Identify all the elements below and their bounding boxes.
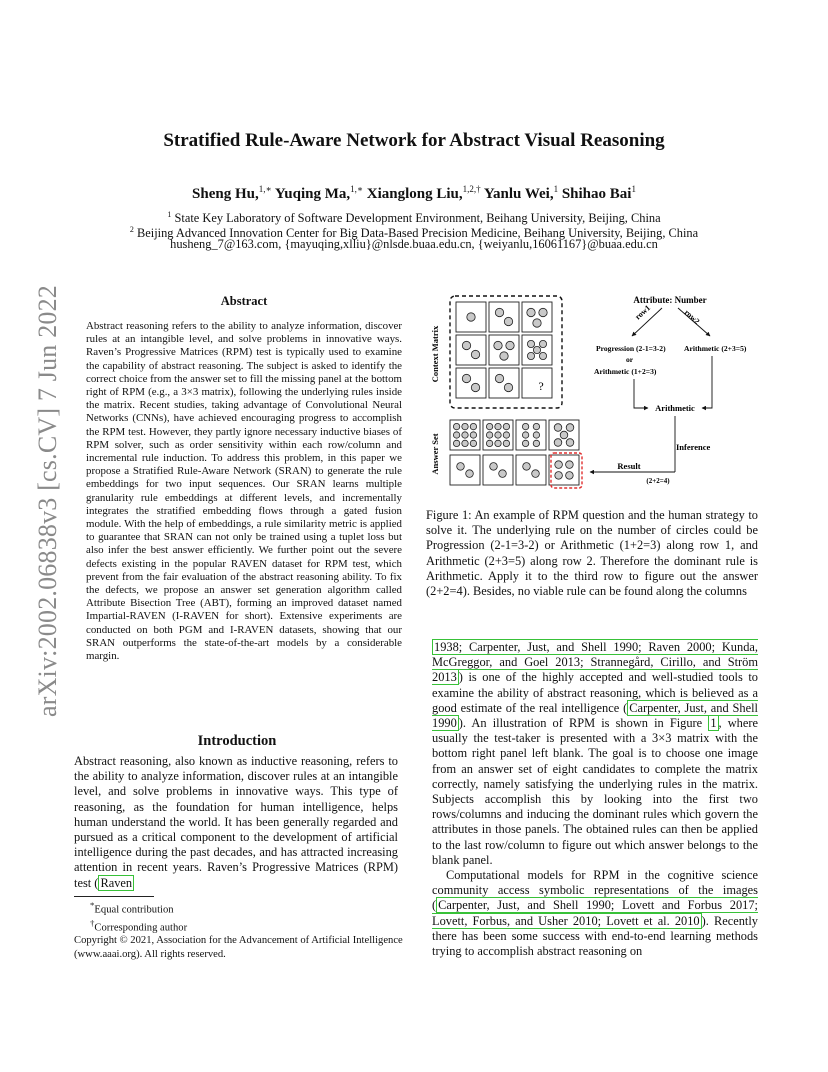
matrix-panel bbox=[522, 368, 552, 398]
body-text: ) is one of the highly accepted and well-studied tools to examine the ability of abstract reasoning, which is believed as a good estimate of the real intelligence ( bbox=[432, 670, 758, 715]
circle-shape bbox=[506, 341, 514, 349]
matrix-panel bbox=[489, 302, 519, 332]
circle-shape bbox=[470, 423, 476, 429]
arithmetic-row1-rule: Arithmetic (1+2=3) bbox=[594, 367, 657, 376]
circle-shape bbox=[471, 383, 479, 391]
author-affiliation-mark: 1 bbox=[631, 184, 636, 194]
arithmetic-row2-rule: Arithmetic (2+3=5) bbox=[684, 344, 747, 353]
citation-link[interactable]: 1 bbox=[710, 716, 717, 731]
circle-shape bbox=[555, 461, 563, 469]
author-list bbox=[0, 184, 828, 203]
answer-panel bbox=[516, 455, 546, 485]
circle-shape bbox=[533, 319, 541, 327]
progression-rule: Progression (2-1=3-2) bbox=[596, 344, 666, 353]
matrix-panel bbox=[489, 368, 519, 398]
context-matrix-label: Context Matrix bbox=[430, 325, 440, 383]
circle-shape bbox=[532, 470, 540, 478]
circle-shape bbox=[504, 383, 512, 391]
circle-shape bbox=[527, 340, 534, 347]
or-label: or bbox=[626, 355, 634, 364]
result-value: (2+2=4) bbox=[646, 477, 670, 485]
circle-shape bbox=[522, 432, 528, 438]
circle-shape bbox=[486, 440, 492, 446]
author-name: Shihao Bai bbox=[561, 186, 632, 202]
abstract-text: Abstract reasoning refers to the ability to analyze information, discover rules at an intangible level, and solve problems in innovative ways. Raven’s Progressive Matrices (RPM) test is typically used to examine the capability of abstract reasoning. The subject is asked to identify the correct choice from the answer set to fill the missing panel at the bottom right of RPM (e.g., a 3×3 matrix), following the underlying rules inside the matrix. Recent studies, taking advantage of Convolutional Neural Networks (CNNs), have achieved encouraging progress to accomplish the RPM test. However, they partly ignore necessary inductive biases of RPM solver, such as order sensitivity within each row/column and incremental rule induction. To address this problem, in this paper we propose a Stratified Rule-Aware Network (SRAN) to generate the rule embeddings for two input sequences. Our SRAN learns multiple granularity rule embeddings at different levels, and incrementally integrates the stratified embedding flows through a gated fusion module. With the help of embeddings, a rule similarity metric is applied to guarantee that SRAN can not only be trained using a tuplet loss but also infer the best answer efficiently. We further point out the severe defects existing in the popular RAVEN dataset for RPM test, which prevent from the fair evaluation of the abstract reasoning ability. To fix the defects, we propose an answer set generation algorithm called Attribute Bisection Tree (ABT), forming an improved dataset named Impartial-RAVEN (I-RAVEN for short). Extensive experiments are conducted on both PGM and I-RAVEN datasets, showing that our SRAN outperforms the state-of-the-art models by a considerable margin. bbox=[86, 320, 402, 663]
row2-label: row2 bbox=[682, 307, 702, 326]
answer-set-label: Answer Set bbox=[430, 433, 440, 475]
author-affiliation-mark: 1 bbox=[553, 184, 559, 194]
circle-shape bbox=[533, 346, 540, 353]
arxiv-id-text: arXiv:2002.06838v3 [cs.CV] 7 Jun 2022 bbox=[33, 284, 62, 718]
left-merge-arrow bbox=[634, 379, 648, 408]
circle-shape bbox=[467, 313, 475, 321]
abstract-heading: Abstract bbox=[220, 294, 268, 308]
introduction-text: Abstract reasoning, also known as inductive reasoning, refers to the ability to analyze information, discover rules at an intangible level, and solve problems in innovative ways. This type of reasoning, as the foundation for human intelligence, helps human understand the world. It has been generally regarded and pursued as a critical component to the development of artificial intelligence during the past decades, and has attracted increasing attention in recent years. Raven’s Progressive Matrices (RPM) test ( bbox=[74, 754, 398, 890]
body-text: ). Recently there has been some success with end-to-end learning methods trying to accomplish abstract reasoning on bbox=[432, 913, 758, 959]
footnote-corr-text: Corresponding author bbox=[94, 922, 188, 934]
circle-shape bbox=[560, 431, 568, 439]
circle-shape bbox=[466, 470, 474, 478]
answer-panel bbox=[450, 455, 480, 485]
footnotes bbox=[74, 899, 404, 961]
inference-label: Inference bbox=[676, 442, 711, 452]
right-column-text bbox=[432, 640, 758, 959]
circle-shape bbox=[462, 440, 468, 446]
body-text: Computational models for RPM in the cognitive science community access symbolic representations of the images ( bbox=[432, 868, 758, 913]
citation-link[interactable]: 1938; Carpenter, Just, and Shell 1990; Raven 2000; Kunda, McGreggor, and Goel 2013; Strannegård, Cirillo, and Ström 2013 bbox=[432, 640, 758, 685]
circle-shape bbox=[490, 463, 498, 471]
circle-shape bbox=[523, 463, 531, 471]
circle-shape bbox=[504, 317, 512, 325]
footnote-mark-corr: † bbox=[90, 917, 95, 928]
circle-shape bbox=[453, 423, 459, 429]
circle-shape bbox=[500, 352, 508, 360]
circle-shape bbox=[539, 308, 547, 316]
circle-shape bbox=[462, 374, 470, 382]
affiliation-1-text: State Key Laboratory of Software Development Environment, Beihang University, Beijing, China bbox=[174, 211, 661, 226]
circle-shape bbox=[539, 340, 546, 347]
circle-shape bbox=[522, 423, 528, 429]
introduction-heading: Introduction bbox=[197, 733, 277, 749]
author-name: Xianglong Liu, bbox=[366, 186, 463, 202]
affiliation-2-text: Beijing Advanced Innovation Center for Big Data-Based Precision Medicine, Beihang University, Beijing, China bbox=[136, 226, 699, 241]
footnote-mark-equal: * bbox=[90, 900, 95, 910]
right-merge-arrow bbox=[702, 356, 712, 408]
circle-shape bbox=[503, 440, 509, 446]
matrix-panel bbox=[456, 335, 486, 365]
circle-shape bbox=[533, 440, 539, 446]
circle-shape bbox=[566, 472, 574, 480]
author-affiliation-mark: 1,∗ bbox=[258, 184, 272, 194]
figure-1-caption: Figure 1: An example of RPM question and the human strategy to solve it. The underlying rule on the number of circles could be Progression (2-1=3-2) or Arithmetic (1+2=3) along row 1, and Arithmetic (2+3=5) along row 2. Therefore the dominant rule is Arithmetic. Apply it to the third row to figure out the answer (2+2=4). Besides, no viable rule can be found along the columns bbox=[426, 508, 758, 599]
circle-shape bbox=[495, 440, 501, 446]
answer-panel bbox=[516, 420, 546, 450]
circle-shape bbox=[522, 440, 528, 446]
circle-shape bbox=[503, 432, 509, 438]
circle-shape bbox=[462, 341, 470, 349]
answer-panel bbox=[483, 455, 513, 485]
circle-shape bbox=[503, 423, 509, 429]
author-name: Sheng Hu, bbox=[192, 186, 259, 202]
citation-link[interactable]: Raven bbox=[100, 875, 133, 890]
circle-shape bbox=[566, 439, 574, 447]
circle-shape bbox=[539, 352, 546, 359]
circle-shape bbox=[533, 423, 539, 429]
arxiv-identifier bbox=[26, 284, 70, 718]
circle-shape bbox=[554, 424, 562, 432]
matrix-panel bbox=[456, 368, 486, 398]
paper-title: Stratified Rule-Aware Network for Abstract Visual Reasoning bbox=[163, 130, 665, 151]
arithmetic-result: Arithmetic bbox=[655, 403, 695, 413]
missing-panel-question-mark: ? bbox=[538, 379, 544, 393]
circle-shape bbox=[554, 439, 562, 447]
circle-shape bbox=[494, 341, 502, 349]
circle-shape bbox=[495, 423, 501, 429]
circle-shape bbox=[462, 432, 468, 438]
circle-shape bbox=[470, 432, 476, 438]
right-paragraph-2 bbox=[432, 868, 758, 959]
circle-shape bbox=[566, 461, 574, 469]
footnote-equal-contribution bbox=[74, 899, 404, 917]
circle-shape bbox=[566, 424, 574, 432]
circle-shape bbox=[470, 440, 476, 446]
circle-shape bbox=[495, 374, 503, 382]
row1-label: row1 bbox=[633, 303, 653, 322]
circle-shape bbox=[462, 423, 468, 429]
footnote-divider bbox=[74, 896, 154, 897]
circle-shape bbox=[533, 432, 539, 438]
introduction-paragraph bbox=[74, 754, 398, 891]
circle-shape bbox=[527, 308, 535, 316]
footnote-equal-text: Equal contribution bbox=[94, 904, 174, 916]
footnote-corresponding-author bbox=[74, 917, 404, 935]
copyright-notice: Copyright © 2021, Association for the Advancement of Artificial Intelligence (www.aaai.org). All rights reserved. bbox=[74, 935, 403, 960]
circle-shape bbox=[471, 350, 479, 358]
circle-shape bbox=[527, 352, 534, 359]
author-affiliation-mark: 1,2,† bbox=[462, 184, 481, 194]
circle-shape bbox=[555, 472, 563, 480]
author-name: Yuqing Ma, bbox=[274, 186, 351, 202]
circle-shape bbox=[453, 432, 459, 438]
circle-shape bbox=[486, 432, 492, 438]
author-affiliation-mark: 1,∗ bbox=[350, 184, 363, 194]
body-text: , where usually the test-taker is presented with a 3×3 matrix with the bottom right panel left blank. The goal is to choose one image from an answer set of eight candidates to complete the matrix correctly, namely satisfying the underlying rules in the matrix. Subjects accomplish this by looking into the first two rows/columns and inducing the dominant rules which govern the attributes in those panels. The obtained rules can then be applied to the last row/column to figure out which answer belongs to the blank panel. bbox=[432, 716, 758, 867]
author-emails: husheng_7@163.com, {mayuqing,xlliu}@nlsde.buaa.edu.cn, {weiyanlu,16061167}@buaa.edu.cn bbox=[170, 237, 658, 251]
affiliation-1-mark: 1 bbox=[167, 210, 172, 219]
figure-1-rpm-diagram bbox=[426, 290, 760, 500]
answer-panel bbox=[549, 455, 579, 485]
circle-shape bbox=[495, 308, 503, 316]
circle-shape bbox=[499, 470, 507, 478]
author-name: Yanlu Wei, bbox=[483, 186, 554, 202]
circle-shape bbox=[453, 440, 459, 446]
citation-link[interactable]: Carpenter, Just, and Shell 1990; Lovett and Forbus 2017; Lovett, Forbus, and Usher 2010; Lovett et al. 2010 bbox=[432, 898, 758, 928]
body-text: ). An illustration of RPM is shown in Figure bbox=[458, 716, 709, 731]
circle-shape bbox=[457, 463, 465, 471]
attribute-title: Attribute: Number bbox=[633, 295, 707, 305]
citation-link[interactable]: Carpenter, Just, and Shell 1990 bbox=[432, 700, 759, 731]
result-label: Result bbox=[617, 461, 641, 471]
circle-shape bbox=[495, 432, 501, 438]
circle-shape bbox=[486, 423, 492, 429]
right-paragraph-1 bbox=[432, 640, 758, 868]
affiliation-2-mark: 2 bbox=[129, 225, 134, 234]
